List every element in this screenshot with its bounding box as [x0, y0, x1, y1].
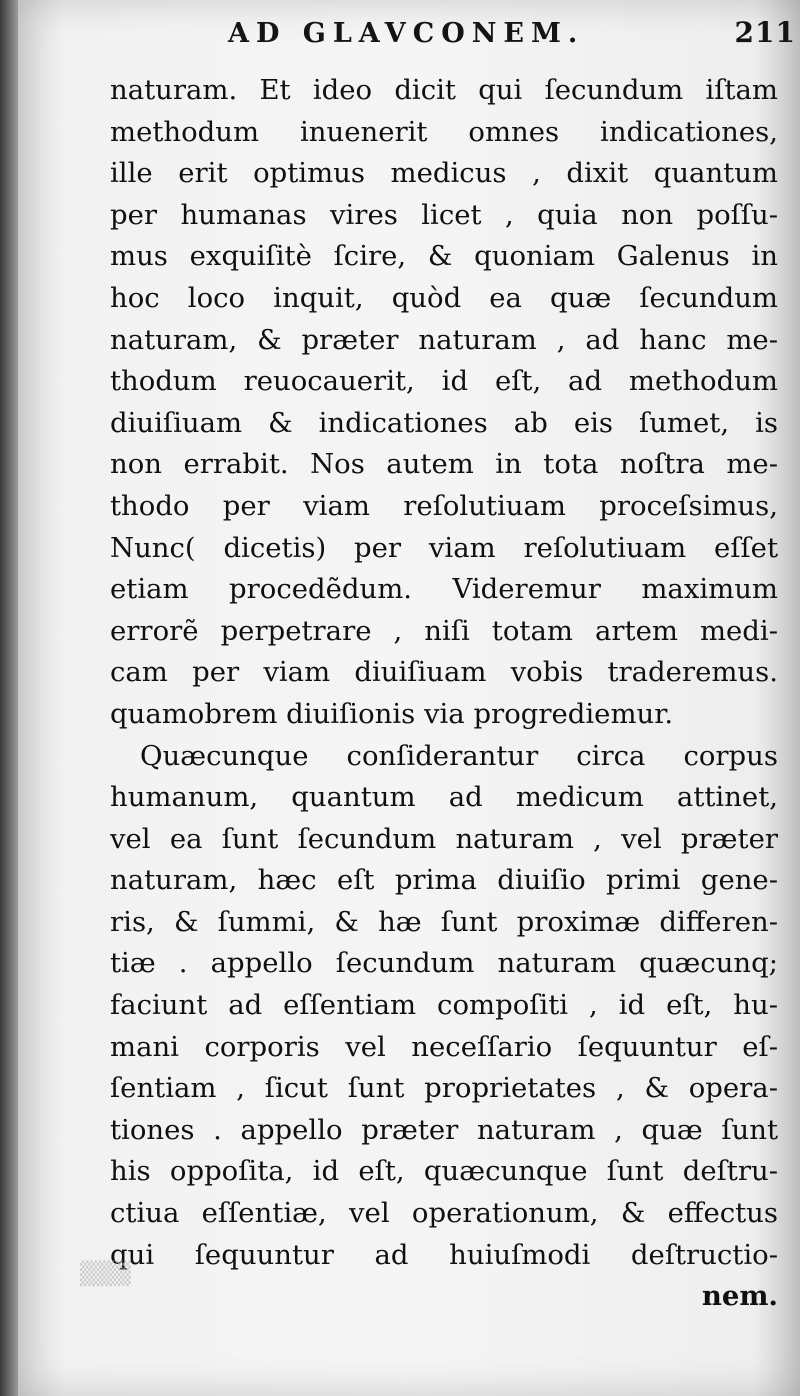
text-line: naturam. Et ideo dicit qui ſecundum iſtam — [110, 74, 778, 106]
show-through-ink: ▒▒▒ — [80, 1262, 131, 1287]
text-line: his oppoſita, id eſt, quæcunque ſunt deſtru- — [110, 1155, 778, 1188]
text-line: ſentiam , ſicut ſunt proprietates , & opera- — [110, 1072, 778, 1105]
book-page — [18, 0, 800, 1396]
book-spine-shadow — [0, 0, 18, 1396]
text-line: vel ea ſunt ſecundum naturam , vel præter — [110, 822, 778, 855]
paragraph-start-line: Quæcunque conſiderantur circa corpus — [140, 739, 778, 772]
text-line: humanum, quantum ad medicum attinet, — [110, 781, 778, 814]
text-line: etiam procedẽdum. Videremur maximum — [110, 573, 778, 606]
text-line: ille erit optimus medicus , dixit quantum — [110, 157, 778, 190]
text-line: tiæ . appello ſecundum naturam quæcunq; — [110, 947, 778, 980]
text-line: thodo per viam reſolutiuam proceſsimus, — [110, 489, 778, 522]
body-text — [110, 70, 778, 1318]
text-line: diuiſiuam & indicationes ab eis ſumet, is — [110, 406, 778, 439]
text-line: mani corporis vel neceſſario ſequuntur eſ- — [110, 1030, 778, 1063]
page-number: 211 — [734, 16, 796, 49]
text-line: qui ſequuntur ad huiuſmodi deſtructio- — [110, 1238, 778, 1271]
text-line: quamobrem diuiſionis via progrediemur. — [110, 697, 674, 730]
running-head: AD GLAVCONEM. — [228, 18, 585, 49]
text-line: per humanas vires licet , quia non poſſu- — [110, 198, 778, 231]
text-line: methodum inuenerit omnes indicationes, — [110, 115, 778, 148]
text-line: errorẽ perpetrare , niſi totam artem medi- — [110, 614, 778, 647]
text-line: ctiua eſſentiæ, vel operationum, & effectus — [110, 1197, 778, 1230]
text-line: faciunt ad eſſentiam compoſiti , id eſt, hu- — [110, 989, 778, 1022]
text-line: naturam, hæc eſt prima diuiſio primi gene- — [110, 864, 778, 897]
text-line: tiones . appello præter naturam , quæ ſunt — [110, 1113, 778, 1146]
text-line: ris, & ſummi, & hæ ſunt proximæ differen- — [110, 905, 778, 938]
text-line: Nunc( dicetis) per viam reſolutiuam eſſet — [110, 531, 778, 564]
text-line: cam per viam diuiſiuam vobis traderemus. — [110, 656, 778, 689]
text-line: thodum reuocauerit, id eſt, ad methodum — [110, 365, 778, 398]
text-line: mus exquiſitè ſcire, & quoniam Galenus in — [110, 240, 778, 273]
text-line: hoc loco inquit, quòd ea quæ ſecundum — [110, 281, 778, 314]
text-line: non errabit. Nos autem in tota noſtra me- — [110, 448, 778, 481]
page-header — [18, 14, 800, 58]
final-line: nem. — [701, 1280, 778, 1313]
text-line: naturam, & præter naturam , ad hanc me- — [110, 323, 778, 356]
